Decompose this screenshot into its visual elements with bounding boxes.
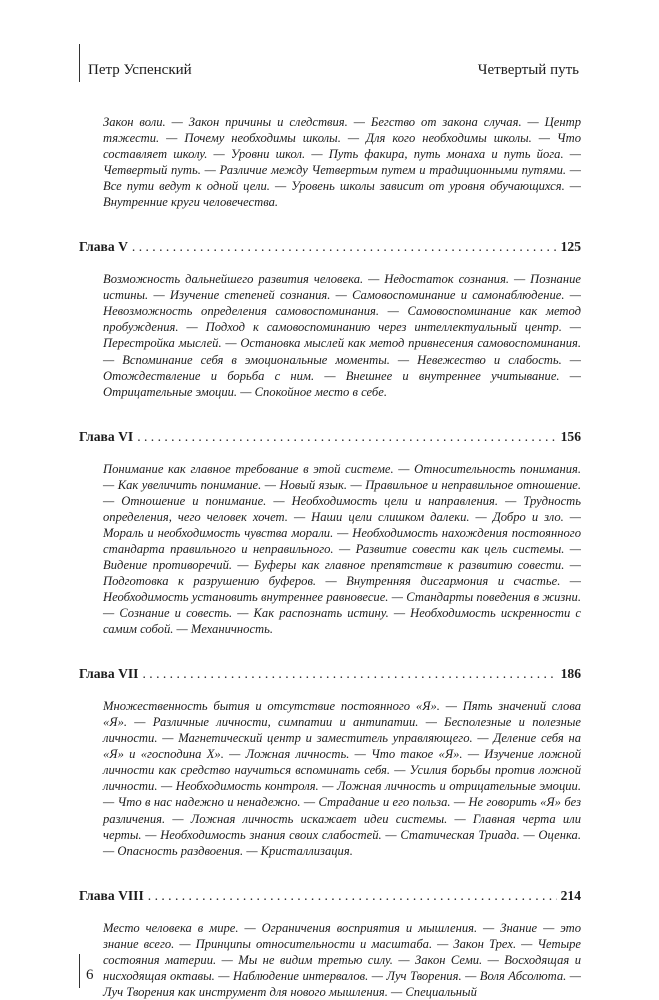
dot-leader [132, 238, 557, 256]
chapter-summary: Закон воли. — Закон причины и следствия. — Бегство от закона случая. — Центр тяжести. — Почему необходимы школы. — Для кого необходимы школы. — Что составляет школу. — Уровни школ. — Путь факира, путь монаха и путь йога. — Четвертый путь. — Различие между Четвертым путем и традиционными путями. — Все пути ведут к одной цели. — Уровень школы зависит от уровня обучающихся. — Внутренние круги человечества. [103, 115, 581, 210]
chapter-summary: Множественность бытия и отсутствие постоянного «Я». — Пять значений слова «Я». — Различные личности, симпатии и антипатии. — Бесполезные и полезные личности. — Магнетический центр и заместитель управляющего. — Деление себя на «Я» и «господина Х». — Ложная личность. — Что такое «Я». — Изучение ложной личности как средство научиться вспоминать себя. — Усилия борьбы против ложной личности. — Необходимость контроля. — Ложная личность и отрицательные эмоции. — Что в нас надежно и ненадежно. — Страдание и его польза. — Не говорить «Я» без различения. — Ложная личность искажает идеи системы. — Главная черта или черты. — Необходимость знания своих слабостей. — Статическая Триада. — Оценка. — Опасность раздвоения. — Кристаллизация. [103, 699, 581, 858]
page-number: 6 [86, 967, 94, 983]
toc-entry-chapter-7 [79, 665, 581, 683]
toc-entry-chapter-5 [79, 238, 581, 256]
chapter-page: 125 [560, 239, 581, 255]
chapter-summary: Место человека в мире. — Ограничения восприятия и мышления. — Знание — это знание всего. — Принципы относительности и масштаба. — Закон Трех. — Четыре состояния материи. — Мы не видим третью силу. — Закон Семи. — Восходящая и нисходящая октавы. — Наблюдение интервалов. — Луч Творения. — Воля Абсолюта. — Луч Творения как инструмент для нового мышления. — Специальный [103, 920, 581, 999]
chapter-summary: Возможность дальнейшего развития человека. — Недостаток сознания. — Познание истины. — Изучение степеней сознания. — Самовоспоминание и самонаблюдение. — Невозможность определения самовоспоминания. — Самовоспоминание как метод пробуждения. — Подход к самовоспоминанию через интеллектуальный центр. — Перестройка мыслей. — Остановка мыслей как метод привнесения самовоспоминания. — Вспоминание себя в эмоциональные моменты. — Невежество и слабость. — Отождествление и борьба с ним. — Внешнее и внутреннее учитывание. — Отрицательные эмоции. — Спокойное место в себе. [103, 272, 581, 399]
dot-leader [148, 887, 557, 905]
table-of-contents [79, 114, 581, 1000]
chapter-label: Глава VI [79, 428, 134, 444]
toc-entry-chapter-6 [79, 428, 581, 446]
chapter-summary: Понимание как главное требование в этой системе. — Относительность понимания. — Как увеличить понимание. — Новый язык. — Правильное и неправильное отношение. — Отношение и понимание. — Необходимость цели и направления. — Трудность определения, чего человек хочет. — Наши цели слишком далеки. — Добро и зло. — Мораль и необходимость чувства морали. — Необходимость нахождения постоянного стандарта правильного и неправильного. — Развитие совести как цель системы. — Видение противоречий. — Буферы как главное препятствие к развитию совести. — Подготовка к разрушению буферов. — Внутренняя дисгармония и счастье. — Необходимость установить внутреннее равновесие. — Стандарты поведения в жизни. — Сознание и совесть. — Как распознать истину. — Необходимость искренности с самим собой. — Механичность. [103, 461, 581, 637]
chapter-page: 186 [560, 666, 581, 682]
toc-entry-chapter-8 [79, 887, 581, 905]
header-rule [79, 44, 80, 82]
chapter-label: Глава VIII [79, 887, 144, 903]
chapter-page: 156 [560, 428, 581, 444]
footer-rule [79, 954, 80, 988]
dot-leader [137, 428, 556, 446]
chapter-label: Глава VII [79, 666, 139, 682]
running-header [88, 62, 579, 82]
chapter-page: 214 [560, 887, 581, 903]
dot-leader [142, 665, 556, 683]
header-book-title: Четвертый путь [477, 62, 579, 78]
header-author: Петр Успенский [88, 62, 192, 78]
chapter-label: Глава V [79, 239, 128, 255]
